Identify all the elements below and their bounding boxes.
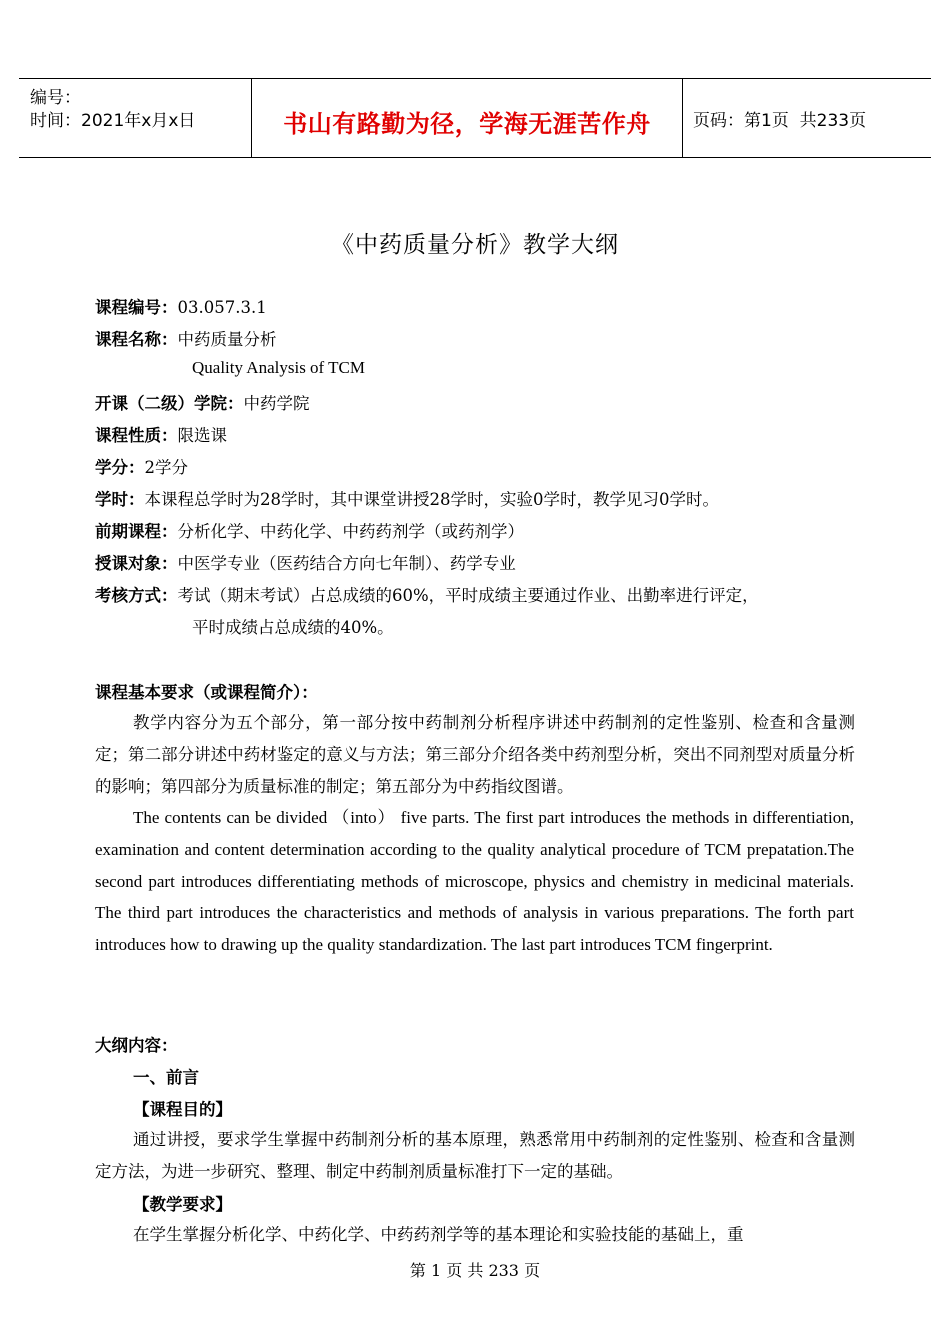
info-college — [95, 390, 310, 414]
info-value: 考试（期末考试）占总成绩的60%，平时成绩主要通过作业、出勤率进行评定， — [177, 586, 759, 605]
header-meta-cell — [19, 79, 252, 157]
info-value: 中药学院 — [243, 394, 310, 413]
info-label: 课程名称： — [95, 330, 178, 349]
info-label: 考核方式： — [95, 586, 178, 605]
info-label: 前期课程： — [95, 522, 178, 541]
page-title: 《中药质量分析》教学大纲 — [331, 232, 619, 258]
info-credits — [95, 454, 188, 478]
info-assessment — [95, 582, 759, 606]
info-label: 学分： — [95, 458, 145, 477]
info-label: 学时： — [95, 490, 145, 509]
intro-heading: 课程基本要求（或课程简介）： — [95, 683, 318, 702]
header-table — [19, 78, 931, 158]
info-value: 平时成绩占总成绩的40%。 — [192, 618, 394, 637]
info-value: 本课程总学时为28学时，其中课堂讲授28学时，实验0学时，教学见习0学时。 — [144, 490, 719, 509]
info-label: 开课（二级）学院： — [95, 394, 244, 413]
info-value: 中医学专业（医药结合方向七年制）、药学专业 — [177, 554, 516, 573]
info-label: 课程编号： — [95, 298, 178, 317]
outline-heading: 大纲内容： — [95, 1036, 178, 1055]
info-value: 限选课 — [177, 426, 227, 445]
info-assessment-cont — [192, 614, 394, 638]
intro-zh-paragraph: 教学内容分为五个部分，第一部分按中药制剂分析程序讲述中药制剂的定性鉴别、检查和含量测定；第二部分讲述中药材鉴定的意义与方法；第三部分介绍各类中药剂型分析，突出不同剂型对质量分析的影响；第四部分为质量标准的制定；第五部分为中药指纹图谱。 — [95, 713, 855, 796]
info-course-name — [95, 326, 277, 350]
header-motto-cell — [252, 79, 683, 157]
doc-time-label: 时间：2021年x月x日 — [30, 111, 196, 131]
doc-number-label: 编号： — [30, 88, 81, 108]
purpose-paragraph: 通过讲授，要求学生掌握中药制剂分析的基本原理，熟悉常用中药制剂的定性鉴别、检查和含量测定方法，为进一步研究、整理、制定中药制剂质量标准打下一定的基础。 — [95, 1130, 855, 1181]
info-value: 中药质量分析 — [177, 330, 277, 349]
info-hours — [95, 486, 719, 510]
header-page-cell — [683, 79, 931, 157]
section-heading: 一、前言 — [133, 1068, 199, 1087]
info-label: 课程性质： — [95, 426, 178, 445]
page-footer: 第 1 页 共 233 页 — [409, 1261, 541, 1280]
info-value: 2学分 — [144, 458, 188, 477]
info-audience — [95, 550, 516, 574]
page-info: 页码：第1页 共233页 — [693, 110, 867, 131]
info-course-code — [95, 294, 267, 318]
purpose-heading: 【课程目的】 — [133, 1100, 232, 1119]
info-course-type — [95, 422, 227, 446]
info-course-name-en — [192, 358, 365, 378]
requirements-heading: 【教学要求】 — [133, 1195, 232, 1214]
info-label: 授课对象： — [95, 554, 178, 573]
info-value: Quality Analysis of TCM — [192, 358, 365, 377]
intro-en-paragraph: The contents can be divided （into） five parts. The first part introduces the methods in differentiation, examination and content determination according to the quality analytical procedure of TCM prepatation.The second part introduces differentiating methods of microscope, physics and chemistry in medicinal materials. The third part introduces the characteristics and methods of analysis in various preparations. The forth part introduces how to drawing up the quality standardization. The last part introduces TCM fingerprint. — [95, 808, 854, 955]
info-value: 分析化学、中药化学、中药药剂学（或药剂学） — [177, 522, 524, 541]
info-prerequisites — [95, 518, 524, 542]
info-value: 03.057.3.1 — [177, 298, 267, 317]
motto-text: 书山有路勤为径，学海无涯苦作舟 — [283, 109, 651, 138]
requirements-paragraph: 在学生掌握分析化学、中药化学、中药药剂学等的基本理论和实验技能的基础上，重 — [133, 1225, 744, 1244]
